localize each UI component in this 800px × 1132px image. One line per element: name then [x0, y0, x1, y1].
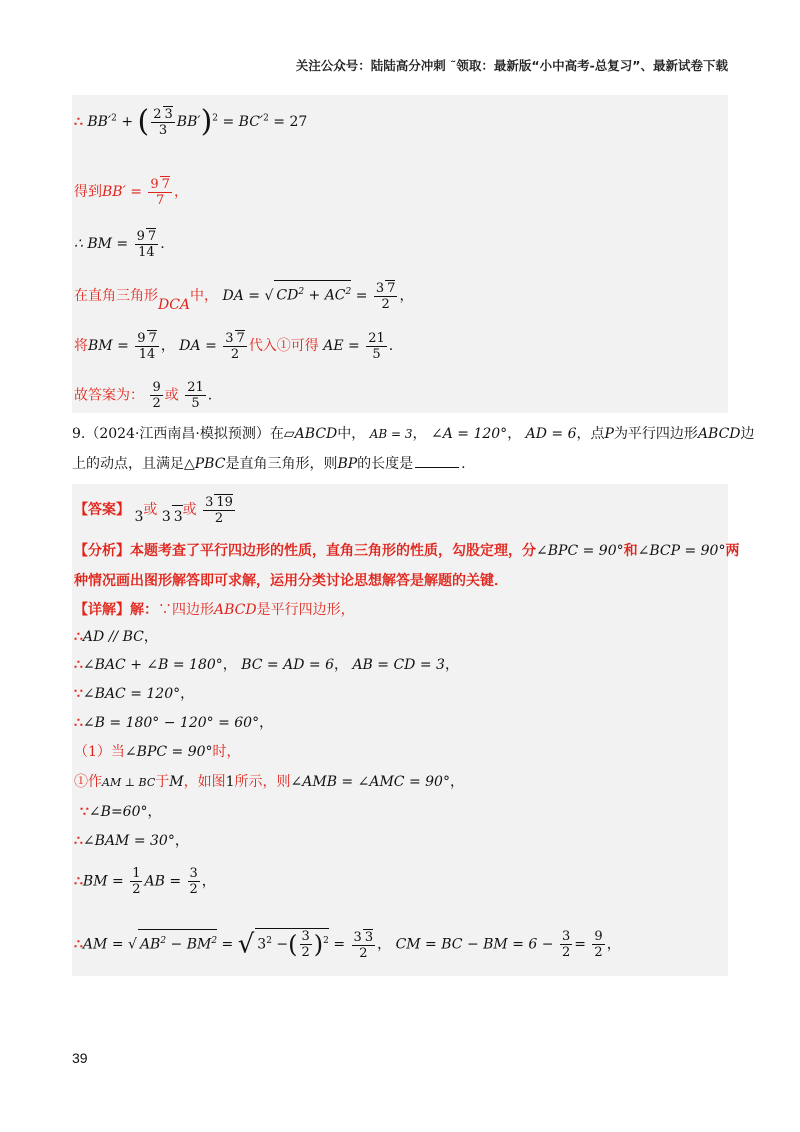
detail-line-6: ①作AM ⊥ BC于M，如图1所示，则∠AMB = ∠AMC = 90°，: [74, 774, 464, 790]
detail-line-2: ∴∠BAC + ∠B = 180°， BC = AD = 6， AB = CD = 3，: [74, 657, 459, 673]
question-9-line-1: 9.（2024·江西南昌·模拟预测）在▱ABCD中， AB = 3， ∠A = 120°， AD = 6，点P为平行四边形ABCD边: [72, 426, 755, 442]
analysis-line-1: 【分析】本题考查了平行四边形的性质，直角三角形的性质，勾股定理，分∠BPC = 90°和∠BCP = 90°两: [74, 543, 740, 559]
fraction: $\frac{9}{2}$: [152, 380, 161, 411]
detail-line-9: ∴BM = $\frac{1}{2}$ AB = $\frac{3}{2}$ ，: [74, 866, 216, 897]
fraction: $\frac{3 19}{2}$: [205, 495, 233, 526]
fraction: $\frac{21}{5}$: [368, 330, 385, 362]
s1-line-2: 得到BB′ = $\frac{9 7}{7}$ ，: [74, 177, 188, 208]
fraction: $\frac{3}{2}$: [561, 929, 571, 960]
solution-block-1: [72, 95, 728, 413]
page-number: 39: [72, 1050, 88, 1066]
detail-line-4: ∴∠B = 180° − 120° = 60°，: [74, 715, 274, 731]
s1-line-6: 故答案为： $\frac{9}{2}$ 或 $\frac{21}{5}$ .: [74, 380, 213, 411]
detail-line-10: ∴AM = √ $AB^2 - BM^2$ = √ $3^2$ −( $\frac{3}{2}$ )$^2$ = $\frac{3 3}{2}$ ， CM = BC − BM = 6 − $\frac{3}{2}$ = $\frac{9}{2}$ ，: [74, 929, 621, 961]
fraction: $\frac{9 7}{7}$: [150, 177, 170, 208]
fraction: $\frac{3}{2}$: [189, 866, 198, 897]
fraction: $\frac{3 3}{2}$: [353, 929, 374, 961]
page-header: 关注公众号：陆陆高分冲刺 ˜领取：最新版“小中高考-总复习”、最新试卷下载: [295, 58, 728, 73]
answer-blank[interactable]: [415, 467, 459, 468]
detail-line-5: （1）当∠BPC = 90°时，: [74, 744, 241, 760]
detail-line-0: 【详解】解：∵四边形ABCD是平行四边形，: [74, 602, 355, 618]
s1-line-1: ∴ $BB'^2$ + ( $\frac{2 3}{3}$ $BB')^2 = BC'^2 = 27$: [74, 104, 308, 139]
s1-line-3: ∴ BM = $\frac{9 7}{14}$ .: [74, 229, 165, 260]
detail-line-8: ∴∠BAM = 30°，: [74, 833, 189, 849]
fraction: $\frac{9}{2}$: [594, 929, 603, 960]
fraction: $\frac{9 7}{14}$: [136, 229, 157, 260]
s1-line-5: 将BM = $\frac{9 7}{14}$ ， DA = $\frac{3 7}{2}$ 代入①可得 AE = $\frac{21}{5}$ .: [74, 330, 394, 362]
fraction: $\frac{1}{2}$: [132, 866, 141, 897]
fraction: $\frac{3 7}{2}$: [375, 281, 396, 312]
question-9-line-2: 上的动点，且满足△PBC是直角三角形，则BP的长度是 .: [72, 456, 466, 472]
fraction: $\frac{2 3}{3}$: [153, 107, 173, 138]
s1-line-4: 在直角三角形DCA中， DA = √ $CD^2 + AC^2$ = $\frac{3 7}{2}$ ，: [74, 281, 414, 313]
detail-line-3: ∵∠BAC = 120°，: [74, 686, 195, 702]
answer-line: 【答案】 3或 3 3或 $\frac{3 19}{2}$: [74, 495, 233, 526]
detail-line-7: ∵∠B=60°，: [80, 804, 162, 820]
fraction: $\frac{9 7}{14}$: [137, 331, 157, 362]
fraction: $\frac{3 7}{2}$: [225, 331, 245, 362]
analysis-line-2: 种情况画出图形解答即可求解，运用分类讨论思想解答是解题的关键．: [74, 573, 508, 589]
detail-line-1: ∴AD // BC，: [74, 629, 158, 645]
fraction: $\frac{21}{5}$: [187, 380, 204, 411]
